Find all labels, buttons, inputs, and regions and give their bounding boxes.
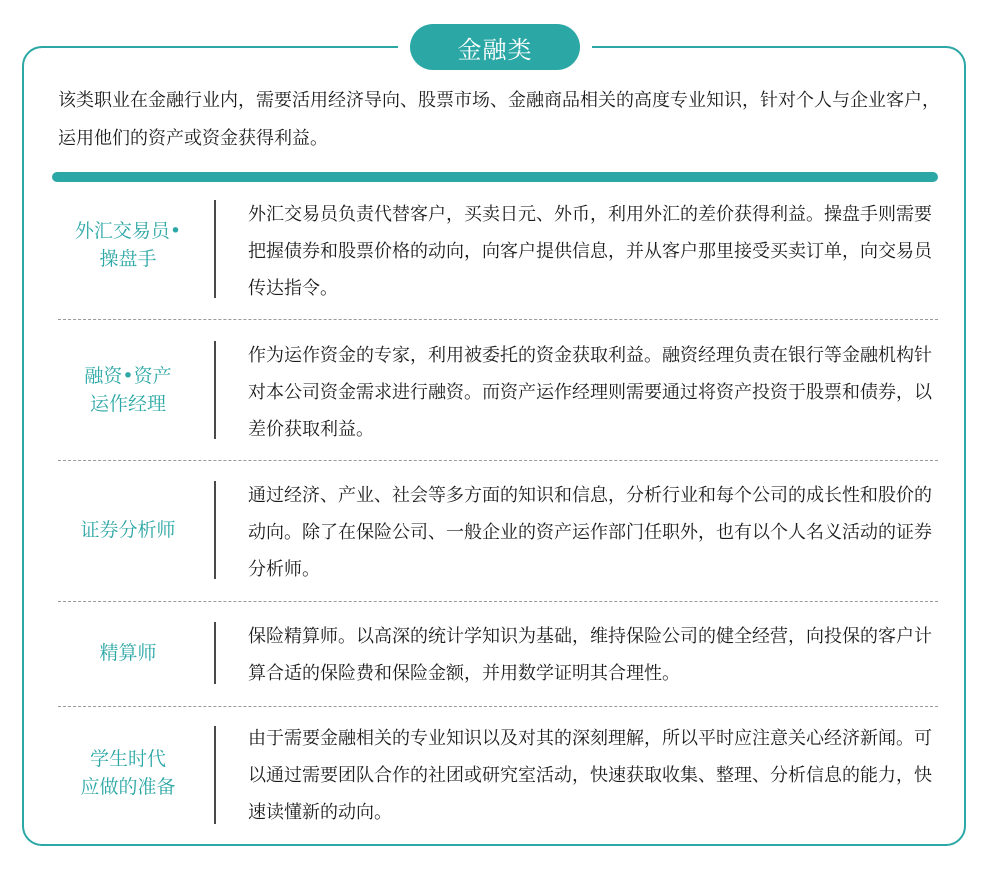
row-separator-line <box>214 341 216 439</box>
career-row-securities-analyst <box>58 477 938 581</box>
career-label-line1: 融资•资产 <box>84 365 172 387</box>
career-description: 保险精算师。以高深的统计学知识为基础，维持保险公司的健全经营，向投保的客户计算合适的保险费和保险金额，并用数学证明其合理性。 <box>248 626 932 684</box>
row-separator-line <box>214 726 216 824</box>
career-row-actuary <box>58 618 938 688</box>
career-label <box>58 742 198 804</box>
career-row-student-prep <box>58 720 938 826</box>
category-title <box>410 24 580 70</box>
career-label <box>58 636 198 670</box>
career-description: 由于需要金融相关的专业知识以及对其的深刻理解，所以平时应注意关心经济新闻。可以通过需要团队合作的社团或研究室活动，快速获取收集、整理、分析信息的能力，快速读懂新的动向。 <box>248 728 932 823</box>
career-label-line2: 应做的准备 <box>80 776 176 798</box>
career-label-line1: 外汇交易员• <box>74 220 182 242</box>
career-description: 通过经济、产业、社会等多方面的知识和信息，分析行业和每个公司的成长性和股价的动向。除了在保险公司、一般企业的资产运作部门任职外，也有以个人名义活动的证券分析师。 <box>248 485 932 580</box>
row-divider <box>58 706 938 707</box>
row-divider <box>58 601 938 602</box>
career-label-line1: 证券分析师 <box>80 519 176 541</box>
category-title-text: 金融类 <box>457 35 533 64</box>
career-label-line2: 运作经理 <box>89 393 166 415</box>
career-label <box>58 513 198 547</box>
row-separator-line <box>214 200 216 298</box>
career-description: 外汇交易员负责代替客户，买卖日元、外币，利用外汇的差价获得利益。操盘手则需要把握债券和股票价格的动向，向客户提供信息，并从客户那里接受买卖订单，向交易员传达指令。 <box>248 204 932 299</box>
row-divider <box>58 319 938 320</box>
career-row-finance-manager <box>58 337 938 441</box>
career-label-line2: 操盘手 <box>99 248 157 270</box>
section-divider <box>52 172 938 182</box>
career-label-line1: 精算师 <box>99 642 157 664</box>
career-label <box>58 210 198 280</box>
intro-text: 该类职业在金融行业内，需要活用经济导向、股票市场、金融商品相关的高度专业知识，针对个人与企业客户，运用他们的资产或资金获得利益。 <box>58 90 940 149</box>
career-description: 作为运作资金的专家，利用被委托的资金获取利益。融资经理负责在银行等金融机构针对本公司资金需求进行融资。而资产运作经理则需要通过将资产投资于股票和债券，以差价获取利益。 <box>248 345 932 440</box>
row-divider <box>58 460 938 461</box>
row-separator-line <box>214 481 216 579</box>
career-label-line1: 学生时代 <box>89 748 166 770</box>
career-label <box>58 355 198 425</box>
row-separator-line <box>214 622 216 684</box>
career-row-forex <box>58 196 938 300</box>
